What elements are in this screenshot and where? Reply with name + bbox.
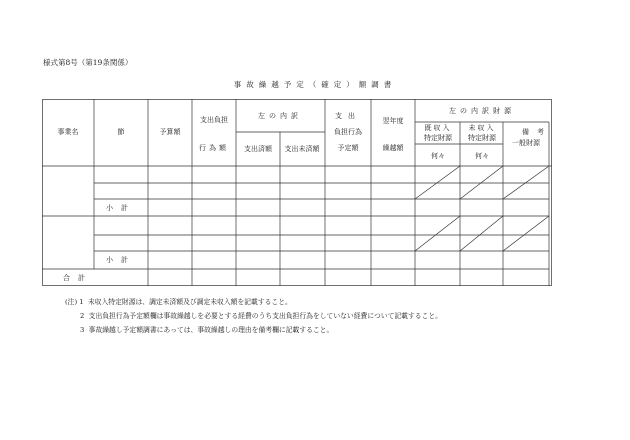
carryover-table xyxy=(42,99,552,289)
header-received-top: 既収入 xyxy=(424,124,452,132)
note-3 xyxy=(80,324,333,334)
header-remarks: 備考 xyxy=(522,128,552,136)
subtotal-label-2: 小計 xyxy=(106,256,136,264)
subtotal-label-1: 小計 xyxy=(106,204,136,212)
note-2-marker: 2 xyxy=(80,312,85,320)
header-next-year-top: 翌年度 xyxy=(382,117,404,125)
diagonal-mark xyxy=(415,166,460,199)
note-1-marker: (注) 1 xyxy=(65,298,84,306)
header-breakdown: 左の内訳 xyxy=(258,112,302,120)
note-3-text: 事故繰越し予定額調書にあっては、事故繰越しの理由を備考欄に記載すること。 xyxy=(88,326,334,334)
header-budget: 予算額 xyxy=(159,128,181,136)
header-what-1: 何々 xyxy=(431,152,445,160)
header-expenditure-bottom: 予定額 xyxy=(337,144,359,152)
form-number: 様式第8号（第19条関係） xyxy=(43,58,133,67)
diagonal-mark xyxy=(503,166,549,199)
note-1 xyxy=(65,296,292,306)
header-funding: 左の内訳財源 xyxy=(449,107,515,115)
diagonal-mark xyxy=(503,216,549,251)
header-received-bottom: 特定財源 xyxy=(424,134,452,142)
header-next-year-bottom: 繰越額 xyxy=(382,144,404,152)
header-spent: 支出済額 xyxy=(244,145,272,153)
note-1-text: 未収入特定財源は、調定未済額及び調定未収入額を記載すること。 xyxy=(87,298,292,306)
header-not-received-top: 未収入 xyxy=(468,124,496,132)
header-not-received-bottom: 特定財源 xyxy=(468,134,496,142)
note-3-marker: 3 xyxy=(80,326,85,334)
header-commitment-bottom: 行為額 xyxy=(199,144,229,152)
header-unspent: 支出未済額 xyxy=(284,145,320,153)
header-general: 一般財源 xyxy=(512,139,540,147)
header-project-name: 事業名 xyxy=(57,128,79,136)
header-expenditure-top: 支出 xyxy=(335,112,361,120)
header-expenditure-mid: 負担行為 xyxy=(334,128,362,136)
note-2 xyxy=(80,310,442,320)
diagonal-mark xyxy=(460,166,503,199)
header-what-2: 何々 xyxy=(475,152,489,160)
document-title: 事故繰越予定（確定）額調書 xyxy=(233,80,397,89)
diagonal-mark xyxy=(460,216,503,251)
note-2-text: 支出負担行為予定額欄は事故繰越しを必要とする経費のうち支出負担行為をしていない経費について記載すること。 xyxy=(88,312,442,320)
header-section: 節 xyxy=(117,128,125,136)
header-commitment-top: 支出負担 xyxy=(200,116,228,124)
total-label: 合計 xyxy=(63,274,93,282)
diagonal-mark xyxy=(415,216,460,251)
